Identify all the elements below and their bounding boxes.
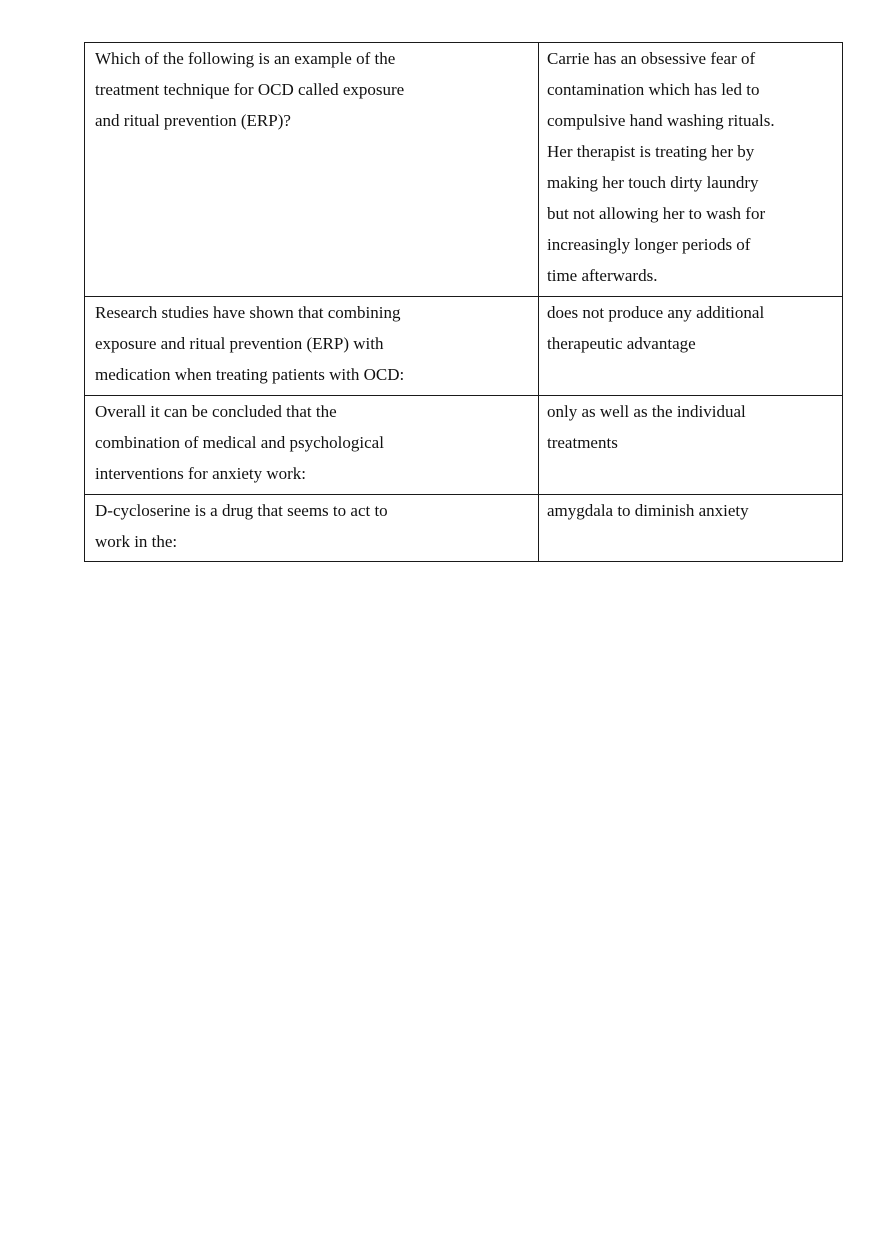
table-row [85,495,843,562]
answer-text: amygdala to diminish anxiety [547,501,749,520]
answer-cell [539,495,843,562]
question-cell [85,297,539,396]
question-cell [85,43,539,297]
answer-text: only as well as the individual treatments [547,402,746,452]
answer-text: Carrie has an obsessive fear of contamination which has led to compulsive hand washing rituals. Her therapist is treating her by making her touch dirty laundry but not allowing her to wash for increasingly longer periods of time afterwards. [547,49,775,285]
flashcard-table [84,42,843,562]
answer-cell [539,43,843,297]
question-cell [85,396,539,495]
question-text: Overall it can be concluded that the combination of medical and psychological interventions for anxiety work: [95,402,384,483]
table-row [85,297,843,396]
answer-cell [539,297,843,396]
question-cell [85,495,539,562]
answer-cell [539,396,843,495]
table-row [85,396,843,495]
answer-text: does not produce any additional therapeutic advantage [547,303,765,353]
question-text: Research studies have shown that combining exposure and ritual prevention (ERP) with medication when treating patients with OCD: [95,303,405,384]
question-text: Which of the following is an example of the treatment technique for OCD called exposure and ritual prevention (ERP)? [95,49,405,130]
question-text: D-cycloserine is a drug that seems to act to work in the: [95,501,388,551]
table-row [85,43,843,297]
